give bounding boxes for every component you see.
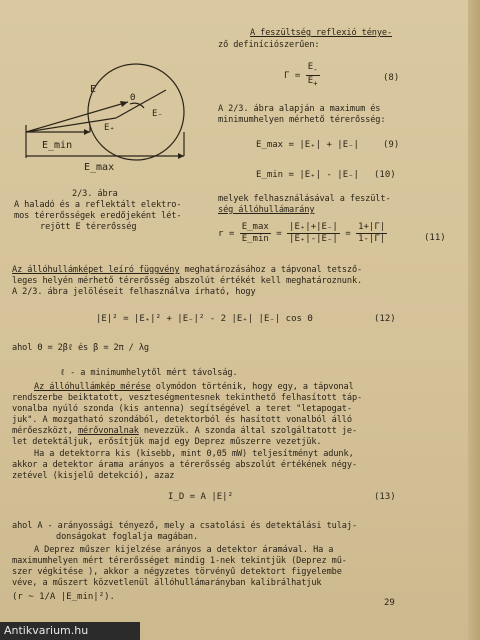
body-line-5: ℓ - a minimumhelytől mért távolság. xyxy=(60,368,238,378)
p2-line-5 xyxy=(12,426,357,436)
p2-line-5-underlined: mérővonalnak xyxy=(77,426,139,436)
eq8-tag: (8) xyxy=(383,73,400,83)
para-line-2: minimumhelyen mérhető térerősség: xyxy=(218,115,386,125)
para-line-3: melyek felhasználásával a feszült- xyxy=(218,194,391,204)
figure-caption-3: mos térerősségek eredőjeként lét- xyxy=(14,211,182,221)
eq11-f1-den: E_min xyxy=(241,234,269,244)
p2-line-2: rendszerbe beiktatott, veszteségmentesnek tekinthető felhasított táp- xyxy=(12,393,363,403)
p3-line-2: akkor a detektor árama arányos a térerősség abszolút értékének négy- xyxy=(12,460,358,470)
label-E: E xyxy=(90,84,97,95)
p5-line-5: (r ~ 1/A |E_min|²). xyxy=(12,592,115,602)
body-line-2: leges helyén mérhető térerősség abszolút értékét kell meghatároznunk. xyxy=(12,276,363,286)
p2-line-5-c: nevezzük. A szonda által szolgáltatott je- xyxy=(138,426,358,436)
eq8-num: E xyxy=(307,62,314,72)
eq12-tag: (12) xyxy=(374,314,396,324)
eq8-lhs: Γ = xyxy=(284,70,301,81)
eq11-f3-den: 1-|Γ| xyxy=(358,234,386,244)
label-theta: Θ xyxy=(130,93,136,103)
eq9-tag: (9) xyxy=(383,140,400,150)
eq11-f2-den: |E₊|-|E₋| xyxy=(289,234,338,244)
eq11-lhs: r = xyxy=(218,229,235,239)
equation-12: |E|² = |E₊|² + |E₋|² - 2 |E₊| |E₋| cos Θ xyxy=(96,314,313,324)
label-E-plus: E₊ xyxy=(104,123,115,133)
eq13-tag: (13) xyxy=(374,492,396,502)
p3-line-3: zetével (kisjelű detekció), azaz xyxy=(12,471,175,481)
p2-line-1-rest: olymódon történik, hogy egy, a tápvonal xyxy=(150,382,354,392)
eq11-f3-num: 1+|Γ| xyxy=(358,222,386,232)
equation-13: I_D = A |E|² xyxy=(168,492,234,502)
p2-line-1-underlined: Az állóhullámkép mérése xyxy=(34,382,151,392)
eq11-f2-num: |E₊|+|E₋| xyxy=(289,222,338,232)
p5-line-4: véve, a műszert közvetlenül állóhullámarányban kalibrálhatjuk xyxy=(12,578,322,588)
label-E-max: E_max xyxy=(84,162,115,173)
eq8-num-sub: - xyxy=(313,64,318,74)
body-line-3: A 2/3. ábra jelöléseit felhasználva írható, hogy xyxy=(12,287,256,297)
body-line-1-rest: meghatározásához a tápvonal tetsző- xyxy=(179,265,363,275)
equation-9: E_max = |E₊| + |E₋| xyxy=(256,140,359,150)
equation-8 xyxy=(284,62,320,89)
eq8-den: E xyxy=(307,75,314,86)
intro-line-2: ző definíciószerűen: xyxy=(218,40,320,50)
figure-2-3-diagram xyxy=(6,50,216,180)
figure-caption-1: 2/3. ábra xyxy=(72,189,118,199)
label-E-minus: E₋ xyxy=(152,109,163,119)
p5-line-3: szer végkitése ), akkor a négyzetes törvényű detektort figyelembe xyxy=(12,567,342,577)
p2-line-6: let detektáljuk, erősítjük majd egy Deprez műszerre vezetjük. xyxy=(12,437,322,447)
equation-10: E_min = |E₊| - |E₋| xyxy=(256,170,359,180)
body-line-1 xyxy=(12,265,362,275)
intro-line-1: A feszültség reflexió ténye- xyxy=(250,28,393,38)
p4-line-2: donságokat foglalja magában. xyxy=(56,532,199,542)
body-line-4: ahol Θ = 2βℓ és β = 2π / λg xyxy=(12,343,149,353)
eq11-tag: (11) xyxy=(424,233,446,243)
figure-caption-4: rejött E térerősség xyxy=(40,222,137,232)
eq10-tag: (10) xyxy=(374,170,396,180)
equation-11: r = $\frac{E\_\max}{E\_\min}$ = $\frac{|E_+|+|E_-|}{|E_+|-|E_-|}$ = $\frac{1+|\Gamma|}{1-|\Gamma|}$ xyxy=(218,222,386,244)
figure-caption-2: A haladó és a reflektált elektro- xyxy=(14,200,182,210)
eq8-den-sub: + xyxy=(313,78,318,88)
reflection-circle xyxy=(88,64,184,160)
page-edge xyxy=(468,0,480,640)
p5-line-1: A Deprez műszer kijelzése arányos a detektor áramával. Ha a xyxy=(34,545,334,555)
body-line-1-underlined: Az állóhullámképet leíró függvény xyxy=(12,265,180,275)
p2-line-3: vonalba nyúló szonda (kis antenna) segítségével a teret "letapogat- xyxy=(12,404,352,414)
p2-line-1 xyxy=(34,382,354,392)
p2-line-4: juk". A mozgatható szondából, detektorból és hasított vonalból álló xyxy=(12,415,352,425)
eq11-f1-num: E_max xyxy=(241,222,269,232)
page-number: 29 xyxy=(384,598,395,608)
watermark-badge: Antikvarium.hu xyxy=(0,622,140,640)
p2-line-5-a: mérőeszközt, xyxy=(12,426,78,436)
para-line-1: A 2/3. ábra alapján a maximum és xyxy=(218,104,381,114)
p5-line-2: maximumhelyen mért térerősséget mindig 1-nek tekintjük (Deprez mű- xyxy=(12,556,347,566)
p3-line-1: Ha a detektorra kis (kisebb, mint 0,05 mW) teljesítményt adunk, xyxy=(34,449,354,459)
para-line-4: ség állóhullámarány xyxy=(218,205,315,215)
label-E-min: E_min xyxy=(42,140,73,151)
p4-line-1: ahol A - arányossági tényező, mely a csatolási és detektálási tulaj- xyxy=(12,521,358,531)
